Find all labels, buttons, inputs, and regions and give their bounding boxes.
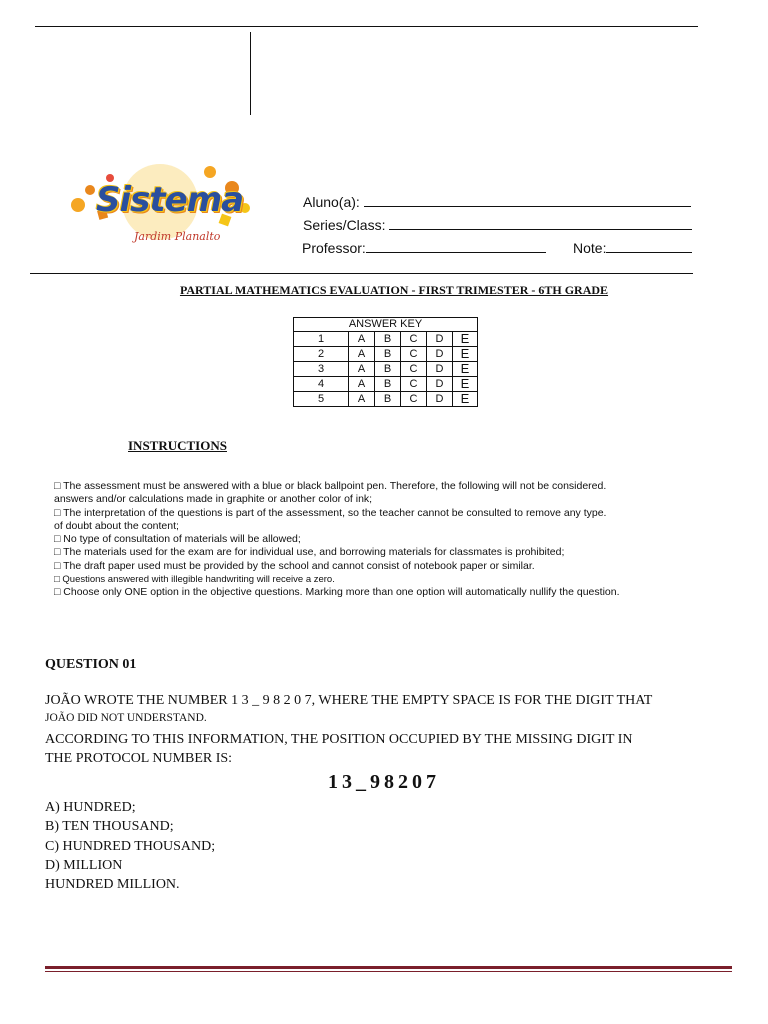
instructions-title: INSTRUCTIONS bbox=[128, 438, 227, 453]
instruction-item bbox=[54, 546, 668, 559]
option-c[interactable]: C) HUNDRED THOUSAND; bbox=[45, 838, 216, 854]
question-line-2: JOÃO DID NOT UNDERSTAND. bbox=[45, 712, 207, 724]
instruction-item bbox=[54, 480, 668, 493]
answer-option[interactable]: E bbox=[453, 392, 478, 407]
instruction-text: The draft paper used must be provided by the school and cannot consist of notebook paper or similar. bbox=[63, 559, 535, 572]
answer-option[interactable]: C bbox=[401, 347, 427, 362]
grade-label: Note: bbox=[573, 240, 607, 256]
option-d[interactable]: D) MILLION bbox=[45, 857, 123, 873]
instruction-text: The interpretation of the questions is part of the assessment, so the teacher cannot be consulted to remove any type. bbox=[63, 506, 607, 519]
instruction-item bbox=[54, 560, 668, 573]
answer-key-row bbox=[294, 392, 478, 407]
option-a[interactable]: A) HUNDRED; bbox=[45, 800, 136, 815]
checkbox-bullet-icon: □ bbox=[54, 586, 61, 599]
answer-key-row bbox=[294, 332, 478, 347]
student-name-line[interactable] bbox=[364, 193, 691, 207]
student-name-field[interactable] bbox=[303, 193, 691, 210]
instruction-text: Choose only ONE option in the objective questions. Marking more than one option will automatically nullify the question. bbox=[63, 586, 620, 599]
answer-key-number: 2 bbox=[294, 347, 349, 362]
answer-key-number: 1 bbox=[294, 332, 349, 347]
grade-line[interactable] bbox=[606, 239, 692, 253]
class-field[interactable] bbox=[303, 216, 692, 233]
answer-key-header: ANSWER KEY bbox=[294, 318, 478, 332]
header-bottom-rule bbox=[30, 273, 693, 274]
footer-rule bbox=[45, 966, 732, 969]
answer-key-row bbox=[294, 362, 478, 377]
question-title: QUESTION 01 bbox=[45, 657, 137, 672]
answer-option[interactable]: C bbox=[401, 362, 427, 377]
school-logo bbox=[60, 160, 260, 255]
answer-key-table bbox=[293, 317, 478, 407]
protocol-number: 13_98207 bbox=[328, 771, 440, 793]
checkbox-bullet-icon: □ bbox=[54, 480, 61, 492]
instructions-list bbox=[54, 480, 668, 600]
instruction-item bbox=[54, 533, 668, 546]
instruction-text: of doubt about the content; bbox=[54, 519, 179, 532]
teacher-label: Professor: bbox=[302, 240, 366, 256]
answer-option[interactable]: A bbox=[349, 332, 375, 347]
instruction-item bbox=[54, 493, 668, 506]
answer-option[interactable]: B bbox=[375, 362, 401, 377]
option-e[interactable]: HUNDRED MILLION. bbox=[45, 877, 180, 893]
answer-key-number: 3 bbox=[294, 362, 349, 377]
instruction-item bbox=[54, 573, 668, 586]
grade-field[interactable] bbox=[573, 239, 692, 256]
checkbox-bullet-icon: □ bbox=[54, 574, 60, 586]
instruction-text: The materials used for the exam are for individual use, and borrowing materials for classmates is prohibited; bbox=[63, 546, 565, 559]
answer-option[interactable]: D bbox=[427, 362, 453, 377]
answer-option[interactable]: A bbox=[349, 377, 375, 392]
answer-option[interactable]: D bbox=[427, 392, 453, 407]
answer-option[interactable]: C bbox=[401, 332, 427, 347]
answer-option[interactable]: C bbox=[401, 392, 427, 407]
top-rule bbox=[35, 26, 698, 27]
question-line-4: THE PROTOCOL NUMBER IS: bbox=[45, 751, 233, 766]
answer-option[interactable]: E bbox=[453, 332, 478, 347]
answer-option[interactable]: B bbox=[375, 347, 401, 362]
instruction-text: Questions answered with illegible handwriting will receive a zero. bbox=[62, 574, 335, 586]
instruction-item bbox=[54, 507, 668, 520]
header-divider bbox=[250, 32, 251, 115]
answer-option[interactable]: C bbox=[401, 377, 427, 392]
answer-key-number: 4 bbox=[294, 377, 349, 392]
class-line[interactable] bbox=[389, 216, 692, 230]
answer-option[interactable]: D bbox=[427, 332, 453, 347]
answer-options bbox=[45, 798, 215, 894]
checkbox-bullet-icon: □ bbox=[54, 533, 61, 546]
answer-option[interactable]: D bbox=[427, 377, 453, 392]
answer-option[interactable]: E bbox=[453, 362, 478, 377]
answer-key-row bbox=[294, 347, 478, 362]
teacher-field[interactable] bbox=[302, 239, 546, 256]
answer-option[interactable]: A bbox=[349, 362, 375, 377]
checkbox-bullet-icon: □ bbox=[54, 506, 61, 519]
question-line-1: JOÃO WROTE THE NUMBER 1 3 _ 9 8 2 0 7, WHERE THE EMPTY SPACE IS FOR THE DIGIT THAT bbox=[45, 693, 653, 708]
option-b[interactable]: B) TEN THOUSAND; bbox=[45, 819, 174, 835]
logo-subtitle: Jardim Planalto bbox=[134, 230, 221, 243]
answer-key-row bbox=[294, 377, 478, 392]
answer-option[interactable]: A bbox=[349, 392, 375, 407]
answer-option[interactable]: B bbox=[375, 392, 401, 407]
checkbox-bullet-icon: □ bbox=[54, 559, 61, 572]
instruction-text: The assessment must be answered with a blue or black ballpoint pen. Therefore, the following will not be considered. bbox=[63, 480, 607, 492]
evaluation-title: PARTIAL MATHEMATICS EVALUATION - FIRST TRIMESTER - 6TH GRADE bbox=[179, 283, 609, 297]
student-name-label: Aluno(a): bbox=[303, 194, 360, 210]
question-line-3: ACCORDING TO THIS INFORMATION, THE POSITION OCCUPIED BY THE MISSING DIGIT IN bbox=[45, 732, 633, 747]
instruction-text: answers and/or calculations made in graphite or another color of ink; bbox=[54, 493, 373, 506]
instruction-item bbox=[54, 520, 668, 533]
answer-option[interactable]: D bbox=[427, 347, 453, 362]
answer-option[interactable]: B bbox=[375, 377, 401, 392]
logo-wordmark: Sistema bbox=[96, 180, 244, 220]
class-label: Series/Class: bbox=[303, 217, 386, 233]
checkbox-bullet-icon: □ bbox=[54, 546, 61, 559]
answer-key-number: 5 bbox=[294, 392, 349, 407]
answer-option[interactable]: E bbox=[453, 347, 478, 362]
answer-option[interactable]: E bbox=[453, 377, 478, 392]
answer-option[interactable]: A bbox=[349, 347, 375, 362]
answer-option[interactable]: B bbox=[375, 332, 401, 347]
instruction-item bbox=[54, 586, 668, 599]
footer-rule-thin bbox=[45, 971, 732, 972]
instruction-text: No type of consultation of materials will be allowed; bbox=[63, 533, 301, 546]
teacher-line[interactable] bbox=[366, 239, 546, 253]
